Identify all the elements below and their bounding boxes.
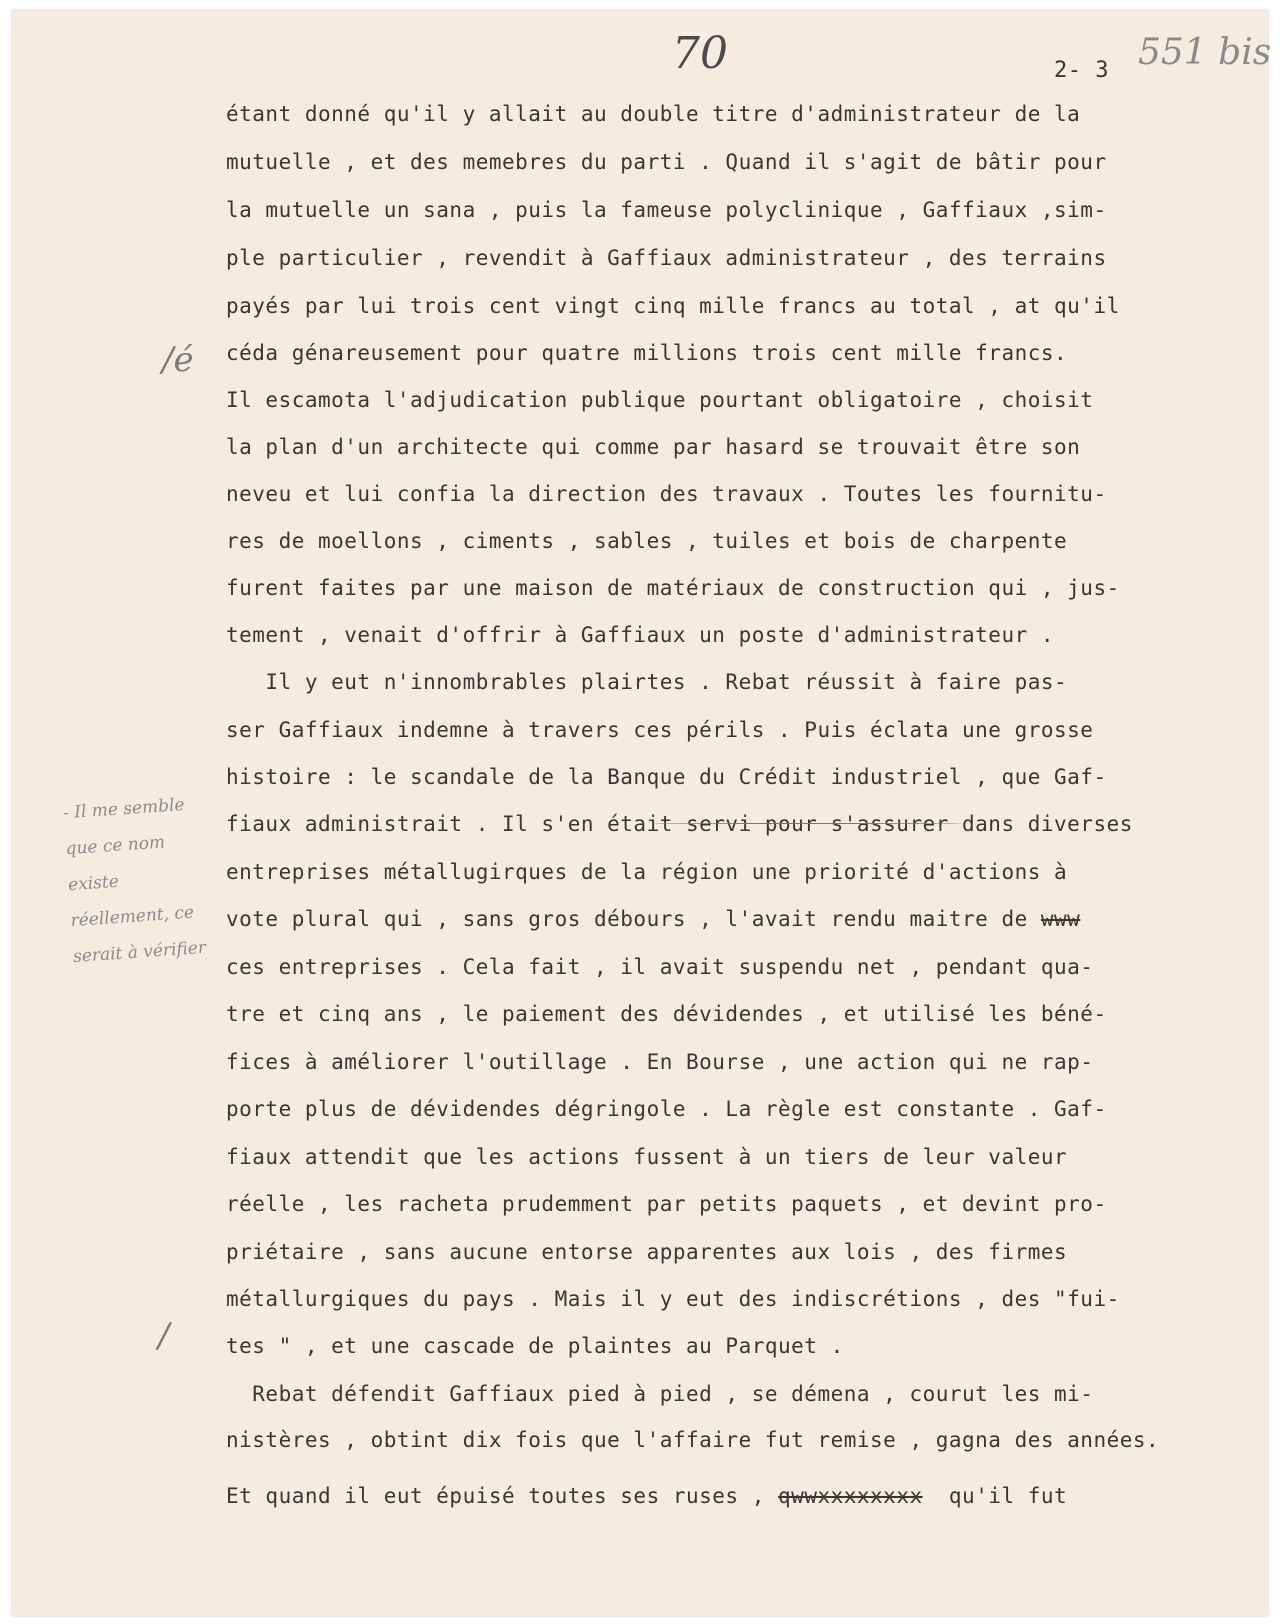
text-line: étant donné qu'il y allait au double titre d'administrateur de la xyxy=(226,102,1081,126)
text-line: la mutuelle un sana , puis la fameuse polyclinique , Gaffiaux ,sim- xyxy=(226,198,1107,222)
text-line: Il y eut n'innombrables plairtes . Rebat réussit à faire pas- xyxy=(226,670,1068,694)
text-line: neveu et lui confia la direction des travaux . Toutes les fournitu- xyxy=(226,482,1107,506)
typed-page-number: 2- 3 xyxy=(1054,58,1109,83)
text-line: la plan d'un architecte qui comme par hasard se trouvait être son xyxy=(226,435,1081,459)
text-line: Il escamota l'adjudication publique pourtant obligatoire , choisit xyxy=(226,388,1094,412)
text-line: Rebat défendit Gaffiaux pied à pied , se démena , courut les mi- xyxy=(226,1382,1094,1406)
text-line: fices à améliorer l'outillage . En Bourse , une action qui ne rap- xyxy=(226,1050,1094,1074)
last-line-text-before: Et quand il eut épuisé toutes ses ruses , xyxy=(226,1484,765,1508)
text-line: ser Gaffiaux indemne à travers ces périls . Puis éclata une grosse xyxy=(226,718,1094,742)
margin-handwritten-note: - Il me semble que ce nom existe réellement, ce serait à vérifier xyxy=(62,794,207,968)
document-page xyxy=(12,10,1272,1616)
text-line: ple particulier , revendit à Gaffiaux administrateur , des terrains xyxy=(226,246,1107,270)
archive-number: 551 bis xyxy=(1138,32,1272,73)
pencil-underline xyxy=(652,823,962,824)
struck-word: www xyxy=(1040,907,1081,931)
text-line: res de moellons , ciments , sables , tuiles et bois de charpente xyxy=(226,529,1068,553)
struck-text: qwwxxxxxxxx xyxy=(778,1484,923,1508)
handwritten-page-number: 70 xyxy=(672,28,728,79)
text-line: vote plural qui , sans gros débours , l'avait rendu maitre de www xyxy=(226,907,1081,931)
text-line: réelle , les racheta prudemment par petits paquets , et devint pro- xyxy=(226,1192,1107,1216)
margin-tick-mark: / xyxy=(158,1316,170,1356)
last-typed-line xyxy=(226,1484,1067,1508)
text-line: céda génareusement pour quatre millions trois cent mille francs. xyxy=(226,341,1068,365)
text-line: furent faites par une maison de matériaux de construction qui , jus- xyxy=(226,576,1120,600)
text-line: histoire : le scandale de la Banque du Crédit industriel , que Gaf- xyxy=(226,765,1107,789)
text-line: entreprises métallugirques de la région une priorité d'actions à xyxy=(226,860,1068,884)
text-line: nistères , obtint dix fois que l'affaire fut remise , gagna des années. xyxy=(226,1428,1160,1452)
text-line: tes " , et une cascade de plaintes au Parquet . xyxy=(226,1334,844,1358)
text-line: ces entreprises . Cela fait , il avait suspendu net , pendant qua- xyxy=(226,955,1094,979)
text-line: porte plus de dévidendes dégringole . La règle est constante . Gaf- xyxy=(226,1097,1107,1121)
margin-correction-mark: /é xyxy=(162,340,194,380)
text-line: fiaux attendit que les actions fussent à un tiers de leur valeur xyxy=(226,1145,1068,1169)
text-line: tement , venait d'offrir à Gaffiaux un poste d'administrateur . xyxy=(226,623,1055,647)
text-line: payés par lui trois cent vingt cinq mille francs au total , at qu'il xyxy=(226,294,1120,318)
text-line: mutuelle , et des memebres du parti . Quand il s'agit de bâtir pour xyxy=(226,150,1107,174)
text-line: priétaire , sans aucune entorse apparentes aux lois , des firmes xyxy=(226,1240,1068,1264)
text-line: fiaux administrait . Il s'en était servi pour s'assurer dans diverses xyxy=(226,812,1133,836)
text-line: tre et cinq ans , le paiement des dévidendes , et utilisé les béné- xyxy=(226,1002,1107,1026)
last-line-text-after: qu'il fut xyxy=(948,1484,1068,1508)
text-line: métallurgiques du pays . Mais il y eut des indiscrétions , des "fui- xyxy=(226,1287,1120,1311)
